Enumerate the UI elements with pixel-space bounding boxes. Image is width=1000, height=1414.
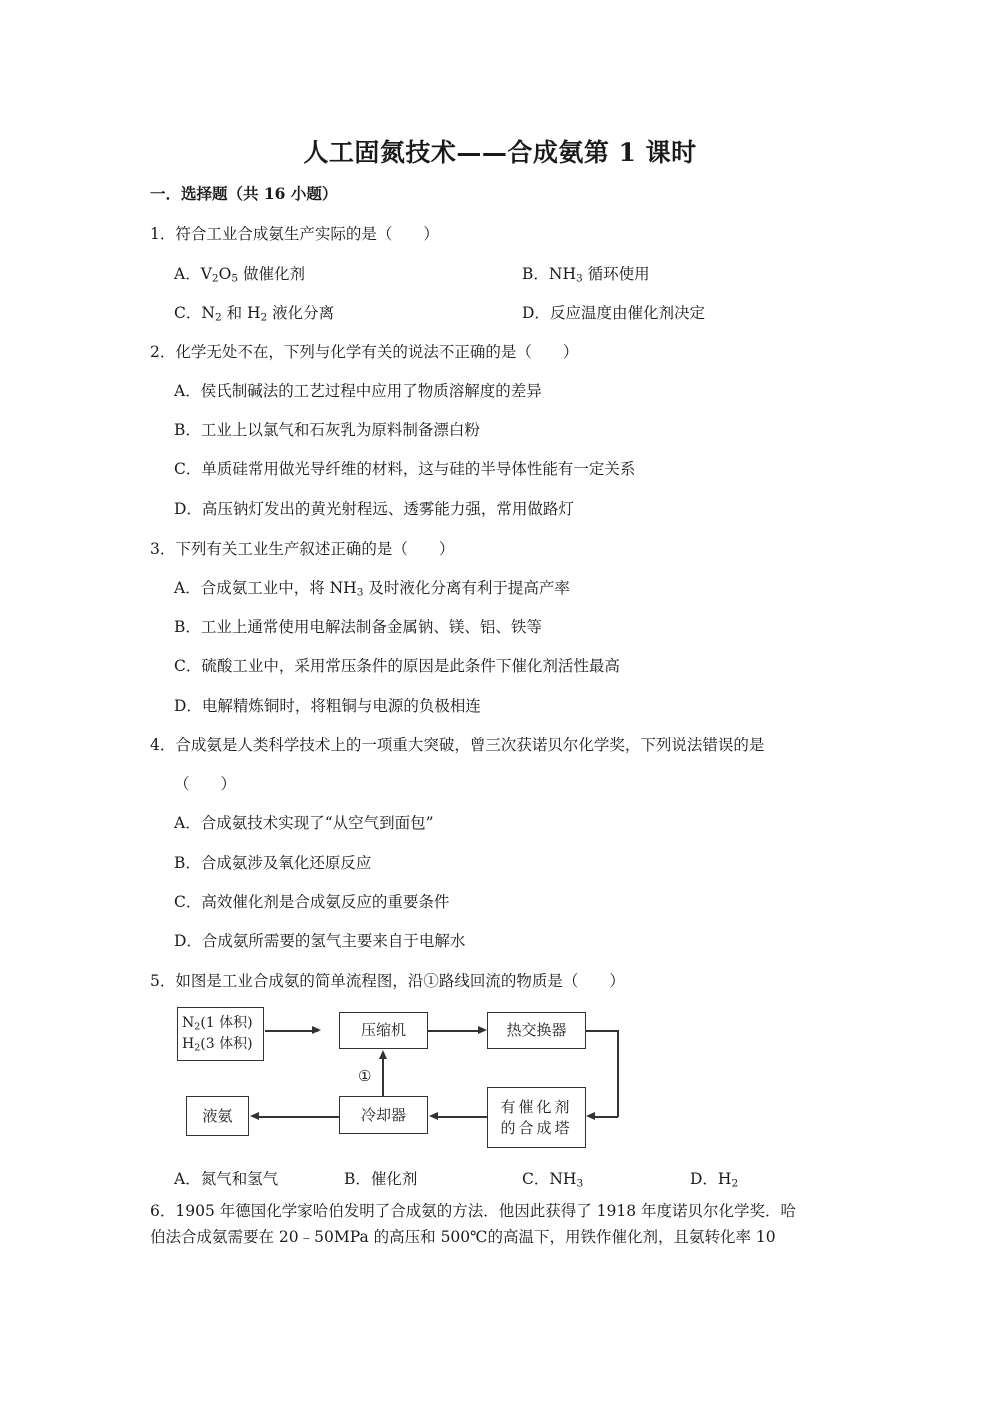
subscript: 2 [731,1177,739,1190]
subscript: 2 [194,1042,201,1054]
synthesis-tower-box [487,1087,586,1148]
question-2-option-a: A．侯氏制碱法的工艺过程中应用了物质溶解度的差异 [174,382,542,400]
option-text: 液化分离 [267,304,335,322]
option-label: C． [174,304,202,322]
option-text: 反应温度由催化剂决定 [549,304,705,322]
heat-exchanger-box: 热交换器 [487,1012,586,1049]
volume-ratio: (3 体积) [200,1036,253,1052]
question-6-stem-line2: 伯法合成氨需要在 20﹣50MPa 的高压和 500℃的高温下，用铁作催化剂，且氨转化率 10 [150,1228,776,1246]
question-1-option-b [522,262,650,284]
option-text: D．H [690,1170,732,1188]
formula-part: N [182,1015,195,1031]
feed-arrow-line [265,1030,318,1032]
question-5-option-d [690,1167,738,1189]
section-heading: 一．选择题（共 16 小题） [150,184,338,203]
subscript: 2 [211,272,219,285]
cooler-box: 冷却器 [339,1096,428,1134]
question-3-option-b: B．工业上通常使用电解法制备金属钠、镁、铝、铁等 [174,618,542,636]
question-6-stem-line1: 6．1905 年德国化学家哈伯发明了合成氨的方法．他因此获得了 1918 年度诺贝尔化学奖．哈 [150,1202,797,1220]
question-1-option-c [174,301,334,323]
feed-h2 [182,1034,253,1055]
option-label: B． [522,265,549,283]
feed-gas-box [177,1007,264,1061]
arrow-up-icon [379,1050,387,1059]
exchanger-out-line [586,1030,618,1032]
feed-n2 [182,1013,253,1034]
question-4-option-a: A．合成氨技术实现了“从空气到面包” [174,814,434,832]
arrow-left-icon [586,1112,595,1120]
option-text: 循环使用 [582,265,650,283]
arrow-left-icon [250,1112,259,1120]
cooler-to-ammonia-line [258,1116,339,1118]
question-4-option-d: D．合成氨所需要的氢气主要来自于电解水 [174,932,466,950]
question-2-option-b: B．工业上以氯气和石灰乳为原料制备漂白粉 [174,421,480,439]
reactor-in-line [594,1116,618,1118]
compressor-to-exchanger-line [428,1030,480,1032]
question-3-stem: 3．下列有关工业生产叙述正确的是（ ） [150,540,455,558]
formula-part: O [218,265,232,283]
exchanger-down-line [617,1030,619,1117]
option-text: 及时液化分离有利于提高产率 [363,579,570,597]
synthesis-tower-label-line1: 有催化剂 [500,1098,573,1117]
liquid-ammonia-box: 液氨 [186,1096,249,1136]
question-2-option-c: C．单质硅常用做光导纤维的材料，这与硅的半导体性能有一定关系 [174,460,636,478]
question-2-option-d: D．高压钠灯发出的黄光射程远、透雾能力强，常用做路灯 [174,500,574,518]
question-2-stem: 2．化学无处不在，下列与化学有关的说法不正确的是（ ） [150,343,579,361]
option-text: 做催化剂 [238,265,305,283]
compressor-box: 压缩机 [339,1012,428,1049]
question-4-stem: 4．合成氨是人类科学技术上的一项重大突破，曾三次获诺贝尔化学奖，下列说法错误的是 [150,736,765,754]
formula-part: 和 H [221,304,261,322]
arrow-left-icon [429,1112,438,1120]
subscript: 2 [194,1021,201,1033]
subscript: 3 [356,586,364,599]
reactor-to-cooler-line [438,1116,487,1118]
option-text: C．NH [522,1170,577,1188]
subscript: 3 [576,1177,584,1190]
question-3-option-d: D．电解精炼铜时，将粗铜与电源的负极相连 [174,697,481,715]
subscript: 2 [260,311,268,324]
route-1-label: ① [358,1067,372,1085]
subscript: 3 [575,272,583,285]
question-5-option-a: A．氮气和氢气 [174,1170,279,1188]
formula-part: V [200,265,212,283]
question-1-option-d [522,301,705,323]
question-1-stem: 1．符合工业合成氨生产实际的是（ ） [150,225,439,243]
question-3-option-c: C．硫酸工业中，采用常压条件的原因是此条件下催化剂活性最高 [174,657,620,675]
subscript: 5 [231,272,239,285]
question-4-stem-cont: （ ） [174,775,237,793]
option-label: D． [522,304,550,322]
option-text: A．合成氨工业中，将 NH [174,579,357,597]
synthesis-tower-label-line2: 的合成塔 [500,1118,573,1137]
arrow-right-icon [478,1026,487,1034]
formula-part: H [182,1036,195,1052]
formula-part: NH [548,265,576,283]
question-5-option-b: B．催化剂 [344,1170,418,1188]
recycle-route-line [382,1058,384,1096]
option-label: A． [174,265,201,283]
subscript: 2 [214,311,222,324]
page-title: 人工固氮技术——合成氨第 1 课时 [303,138,697,167]
question-3-option-a [174,576,570,598]
question-5-stem: 5．如图是工业合成氨的简单流程图，沿①路线回流的物质是（ ） [150,972,625,990]
ammonia-process-flow-diagram [170,1000,630,1160]
question-4-option-c: C．高效催化剂是合成氨反应的重要条件 [174,893,450,911]
formula-part: N [201,304,215,322]
question-4-option-b: B．合成氨涉及氧化还原反应 [174,854,372,872]
arrow-right-icon [312,1026,321,1034]
volume-ratio: (1 体积) [200,1015,253,1031]
question-1-option-a [174,262,305,284]
question-5-option-c [522,1167,583,1189]
